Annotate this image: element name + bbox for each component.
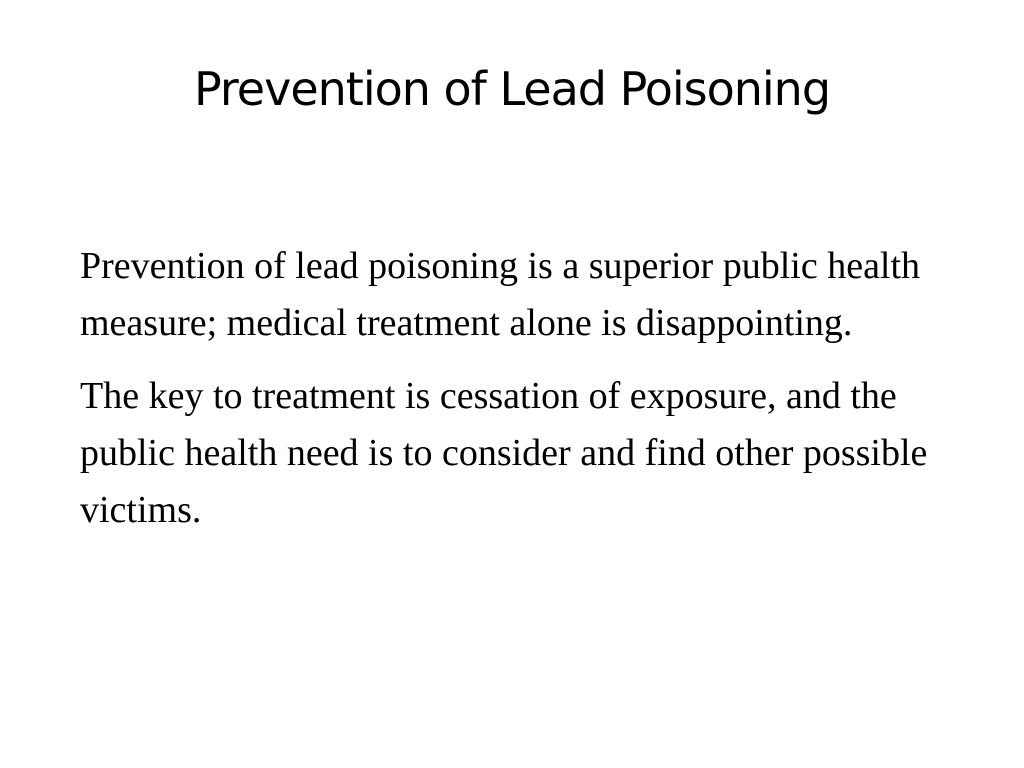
slide-title: Prevention of Lead Poisoning (193, 62, 831, 116)
body-paragraph-treatment: The key to treatment is cessation of exposure, and the public health need is to consider and find other possible victims. (80, 375, 928, 531)
body-paragraph-prevention: Prevention of lead poisoning is a superior public health measure; medical treatment alone is disappointing. (80, 245, 921, 344)
slide-body (80, 238, 960, 555)
